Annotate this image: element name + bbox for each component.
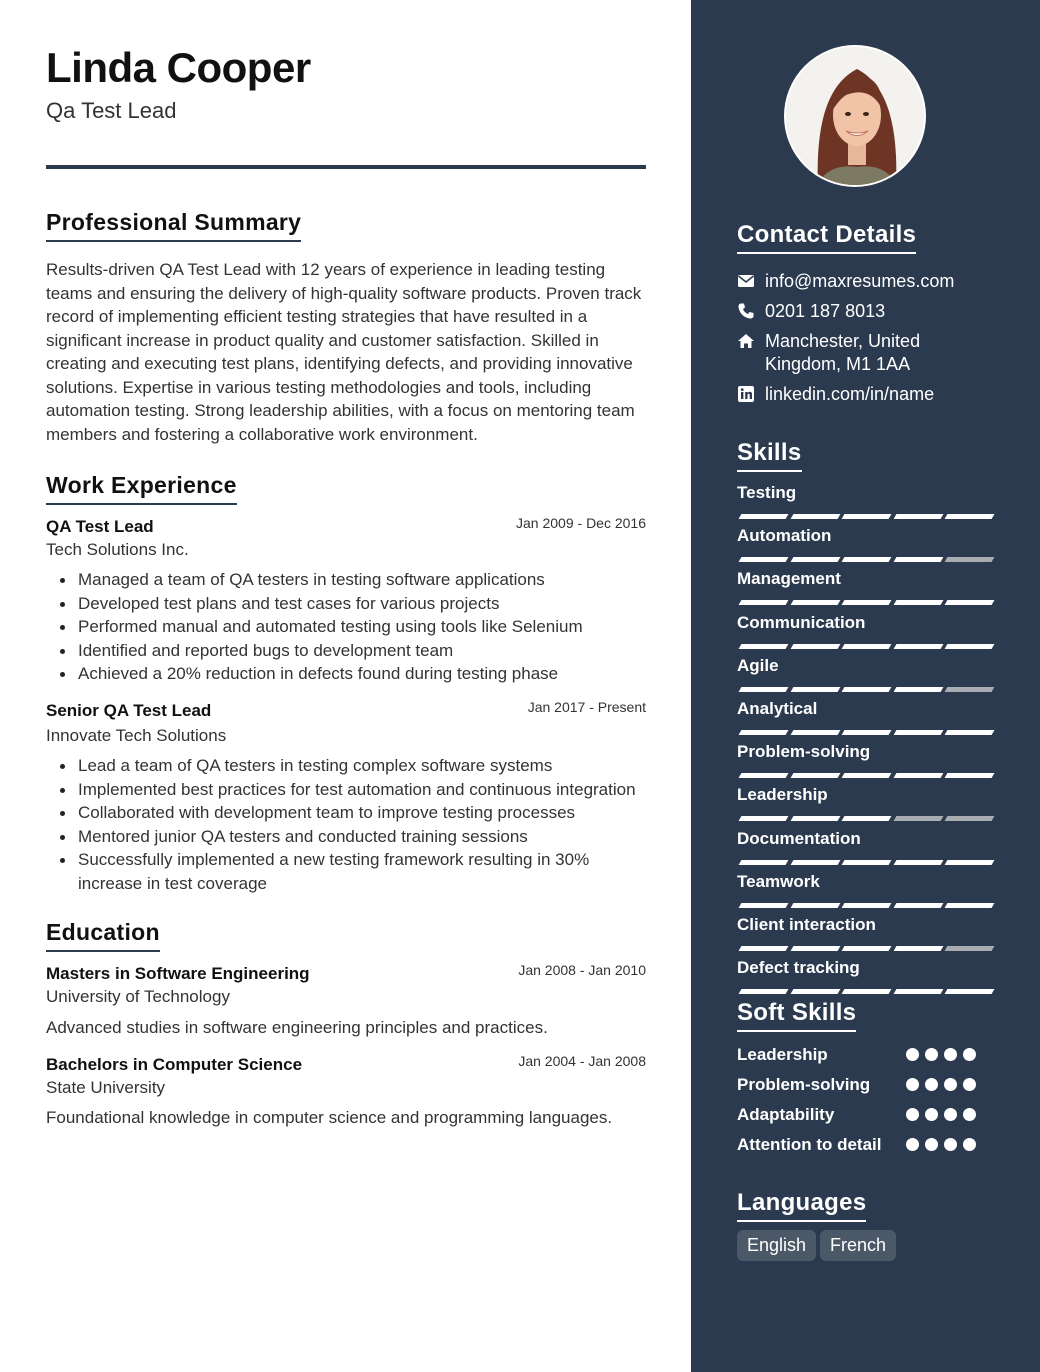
skill-segment-filled [739,557,789,562]
skill-row [737,526,993,546]
skill-segment-filled [739,860,789,865]
skill-segment-filled [893,730,943,735]
skill-segment-filled [945,644,995,649]
section-title-experience: Work Experience [46,472,237,505]
skill-segment-filled [842,989,892,994]
skill-segment-filled [790,860,840,865]
skill-level-bar [737,989,993,994]
skill-level-bar [737,514,993,519]
skill-level-bar [737,860,993,865]
section-title-soft-skills: Soft Skills [737,999,856,1032]
skill-name: Communication [737,612,866,632]
skill-segment-filled [739,730,789,735]
sidebar [691,0,1040,1372]
degree-dates: Jan 2008 - Jan 2010 [518,962,646,978]
skill-segment-filled [790,514,840,519]
skill-row [737,483,993,503]
skill-segment-empty [945,687,995,692]
rating-dot [944,1048,957,1061]
skill-segment-filled [945,730,995,735]
phone-icon [737,302,755,320]
rating-dot [963,1048,976,1061]
section-title-contact: Contact Details [737,221,916,254]
contact-address [737,330,997,378]
rating-dot [906,1138,919,1151]
skill-segment-filled [842,687,892,692]
rating-dot [906,1078,919,1091]
skill-name: Client interaction [737,915,876,934]
rating-dot [925,1108,938,1121]
list-item: Achieved a 20% reduction in defects found during testing phase [46,662,646,686]
skill-segment-filled [790,600,840,605]
skill-segment-filled [945,773,995,778]
list-item: Performed manual and automated testing using tools like Selenium [46,615,646,639]
school-name: State University [46,1078,166,1097]
contact-linkedin-text: linkedin.com/in/name [765,384,935,404]
job-dates: Jan 2009 - Dec 2016 [516,515,646,531]
rating-dot [944,1138,957,1151]
skill-level-bar [737,730,993,735]
candidate-role: Qa Test Lead [46,98,177,123]
skill-segment-filled [893,687,943,692]
skill-row [737,872,993,892]
skill-level-bar [737,687,993,692]
contact-phone-text: 0201 187 8013 [765,301,886,321]
header-divider [46,165,646,169]
skill-segment-filled [790,644,840,649]
degree-title: Masters in Software Engineering [46,964,310,983]
list-item: Mentored junior QA testers and conducted training sessions [46,825,646,849]
contact-phone[interactable] [737,300,997,324]
list-item: Developed test plans and test cases for various projects [46,592,646,616]
skill-segment-filled [893,600,943,605]
skill-segment-filled [739,687,789,692]
skill-name: Analytical [737,699,818,718]
skill-row [737,742,993,762]
contact-email[interactable] [737,270,997,294]
section-title-skills: Skills [737,439,802,472]
skill-row [737,613,993,633]
list-item: Managed a team of QA testers in testing software applications [46,568,646,592]
list-item: Identified and reported bugs to development team [46,639,646,663]
skill-segment-filled [790,773,840,778]
degree-dates: Jan 2004 - Jan 2008 [518,1053,646,1069]
skill-name: Leadership [737,785,828,805]
rating-dot [963,1138,976,1151]
job-title: QA Test Lead [46,517,154,536]
skill-row [737,958,993,978]
skill-row [737,785,993,805]
skill-segment-filled [842,600,892,605]
skill-segment-filled [739,600,789,605]
degree-title: Bachelors in Computer Science [46,1055,303,1074]
skill-segment-filled [893,514,943,519]
skill-segment-empty [945,816,995,821]
skill-name: Teamwork [737,871,820,891]
section-title-education: Education [46,919,160,952]
contact-email-text: info@maxresumes.com [765,271,955,291]
list-item: Implemented best practices for test automation and continuous integration [46,778,646,802]
skill-name: Management [737,569,841,589]
skill-segment-filled [739,946,789,951]
skill-segment-filled [842,946,892,951]
skill-level-bar [737,773,993,778]
skill-segment-filled [945,600,995,605]
soft-skill-name: Problem-solving [737,1075,871,1094]
school-name: University of Technology [46,987,230,1006]
skill-level-bar [737,644,993,649]
envelope-icon [737,272,755,290]
skill-name: Automation [737,526,832,546]
skill-segment-filled [945,903,995,908]
summary-text: Results-driven QA Test Lead with 12 years of experience in leading testing teams and ensuring the delivery of high-quality software products. Proven track record of implementing efficient testing strategies that have resulted in a significant increase in product quality and customer satisfaction. Skilled in creating and executing test plans, identifying defects, and providing innovative solutions. Expertise in various testing methodologies and tools, including automation testing. Strong leadership abilities, with a focus on mentoring team members and fostering a collaborative work environment. [46,260,642,444]
contact-address-text: Manchester, United Kingdom, M1 1AA [765,331,921,374]
soft-skill-rating [906,1078,986,1092]
skill-level-bar [737,903,993,908]
section-title-summary: Professional Summary [46,209,301,242]
rating-dot [925,1048,938,1061]
skill-segment-filled [842,730,892,735]
skill-row [737,569,993,589]
rating-dot [944,1078,957,1091]
soft-skill-rating [906,1138,986,1152]
skill-segment-filled [842,514,892,519]
candidate-name: Linda Cooper [46,44,311,91]
home-icon [737,332,755,350]
skill-segment-filled [893,773,943,778]
skill-level-bar [737,600,993,605]
skill-level-bar [737,557,993,562]
job-bullets [46,754,646,895]
skill-segment-filled [790,989,840,994]
job-title: Senior QA Test Lead [46,701,212,720]
soft-skill-row [737,1133,987,1157]
soft-skill-name: Attention to detail [737,1135,882,1154]
skill-level-bar [737,816,993,821]
skill-name: Testing [737,483,797,502]
skill-segment-filled [790,816,840,821]
skill-segment-filled [842,773,892,778]
skill-segment-filled [893,989,943,994]
rating-dot [906,1048,919,1061]
skill-segment-filled [842,816,892,821]
job-dates: Jan 2017 - Present [527,699,646,715]
skill-segment-filled [945,514,995,519]
skill-segment-filled [893,946,943,951]
skill-segment-filled [739,903,789,908]
soft-skill-rating [906,1108,986,1122]
skill-segment-filled [893,644,943,649]
rating-dot [925,1078,938,1091]
skill-name: Problem-solving [737,742,871,762]
contact-linkedin[interactable] [737,383,997,407]
list-item: Lead a team of QA testers in testing complex software systems [46,754,646,778]
degree-description: Advanced studies in software engineering principles and practices. [46,1018,548,1037]
soft-skill-name: Leadership [737,1045,828,1064]
list-item: Collaborated with development team to improve testing processes [46,801,646,825]
skill-segment-filled [893,860,943,865]
skill-segment-filled [842,557,892,562]
degree-description: Foundational knowledge in computer science and programming languages. [46,1108,613,1127]
skill-segment-filled [893,557,943,562]
soft-skill-rating [906,1048,986,1062]
skill-segment-filled [739,816,789,821]
language-chip: French [820,1230,896,1261]
skill-name: Defect tracking [737,958,860,978]
section-title-languages: Languages [737,1189,866,1222]
skill-segment-empty [945,946,995,951]
skill-segment-filled [842,860,892,865]
skill-segment-filled [790,730,840,735]
skill-segment-filled [739,644,789,649]
skill-name: Documentation [737,828,861,848]
skill-segment-filled [945,860,995,865]
soft-skill-row [737,1043,987,1067]
skill-level-bar [737,946,993,951]
skill-segment-filled [893,903,943,908]
skill-segment-filled [945,989,995,994]
skill-segment-filled [739,773,789,778]
language-chip: English [737,1230,816,1261]
rating-dot [925,1138,938,1151]
skill-segment-empty [893,816,943,821]
soft-skill-name: Adaptability [737,1105,835,1124]
skill-segment-filled [790,687,840,692]
skill-segment-filled [790,903,840,908]
rating-dot [963,1108,976,1121]
skill-segment-filled [739,989,789,994]
job-bullets [46,568,646,686]
linkedin-icon [737,385,755,403]
skill-segment-filled [739,514,789,519]
job-company: Tech Solutions Inc. [46,540,189,559]
skill-segment-filled [790,557,840,562]
rating-dot [963,1078,976,1091]
skill-row [737,656,993,676]
rating-dot [906,1108,919,1121]
list-item: Successfully implemented a new testing framework resulting in 30% increase in test coverage [46,848,646,895]
skill-row [737,829,993,849]
skill-segment-empty [945,557,995,562]
soft-skill-row [737,1073,987,1097]
skill-name: Agile [737,655,779,675]
skill-row [737,915,993,935]
skill-row [737,699,993,719]
rating-dot [944,1108,957,1121]
skill-segment-filled [842,644,892,649]
profile-photo [784,45,926,187]
soft-skill-row [737,1103,987,1127]
skill-segment-filled [790,946,840,951]
skill-segment-filled [842,903,892,908]
job-company: Innovate Tech Solutions [46,726,227,745]
